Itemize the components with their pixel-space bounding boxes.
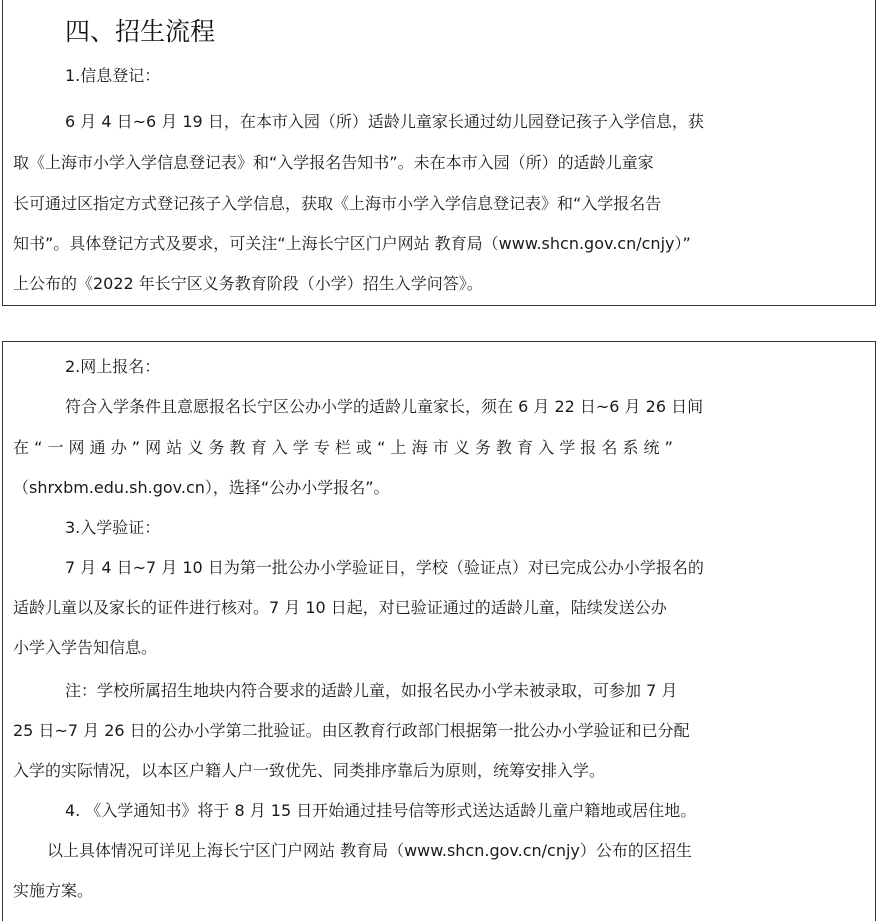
section-box-1 — [2, 0, 876, 306]
item1-line: 上公布的《2022 年长宁区义务教育阶段（小学）招生入学问答》。 — [13, 274, 483, 293]
section-box-2 — [2, 341, 876, 921]
item2-line: 符合入学条件且意愿报名长宁区公办小学的适龄儿童家长，须在 6 月 22 日~6 月 26 日间 — [65, 397, 704, 416]
item3-line: 适龄儿童以及家长的证件进行核对。7 月 10 日起，对已验证通过的适龄儿童，陆续发送公办 — [13, 598, 667, 617]
item1-line: 长可通过区指定方式登记孩子入学信息，获取《上海市小学入学信息登记表》和“入学报名告 — [13, 194, 662, 213]
note-line: 25 日~7 月 26 日的公办小学第二批验证。由区教育行政部门根据第一批公办小学验证和已分配 — [13, 721, 690, 740]
item1-line: 6 月 4 日~6 月 19 日，在本市入园（所）适龄儿童家长通过幼儿园登记孩子入学信息，获 — [65, 112, 704, 131]
section-heading: 四、招生流程 — [65, 17, 216, 46]
item2-line: （shrxbm.edu.sh.gov.cn），选择“公办小学报名”。 — [13, 478, 390, 497]
item4-line: 4. 《入学通知书》将于 8 月 15 日开始通过挂号信等形式送达适龄儿童户籍地或居住地。 — [65, 801, 697, 820]
item2-line: 在 “ 一 网 通 办 ” 网 站 义 务 教 育 入 学 专 栏 或 “ 上 海 市 义 务 教 育 入 学 报 名 系 统 ” — [13, 438, 673, 457]
item1-line: 知书”。具体登记方式及要求，可关注“上海长宁区门户网站 教育局（www.shcn.gov.cn/cnjy）” — [13, 234, 691, 253]
note-line: 入学的实际情况，以本区户籍人户一致优先、同类排序靠后为原则，统筹安排入学。 — [13, 761, 606, 780]
closing-line: 实施方案。 — [13, 881, 94, 900]
item1-title: 1.信息登记： — [65, 66, 161, 85]
item1-line: 取《上海市小学入学信息登记表》和“入学报名告知书”。未在本市入园（所）的适龄儿童家 — [13, 153, 654, 172]
note-line: 注：学校所属招生地块内符合要求的适龄儿童，如报名民办小学未被录取，可参加 7 月 — [65, 681, 678, 700]
item3-title: 3.入学验证： — [65, 518, 161, 537]
item3-line: 小学入学告知信息。 — [13, 638, 158, 657]
closing-line: 以上具体情况可详见上海长宁区门户网站 教育局（www.shcn.gov.cn/cnjy）公布的区招生 — [47, 841, 692, 860]
item3-line: 7 月 4 日~7 月 10 日为第一批公办小学验证日，学校（验证点）对已完成公办小学报名的 — [65, 558, 704, 577]
item2-title: 2.网上报名： — [65, 357, 161, 376]
